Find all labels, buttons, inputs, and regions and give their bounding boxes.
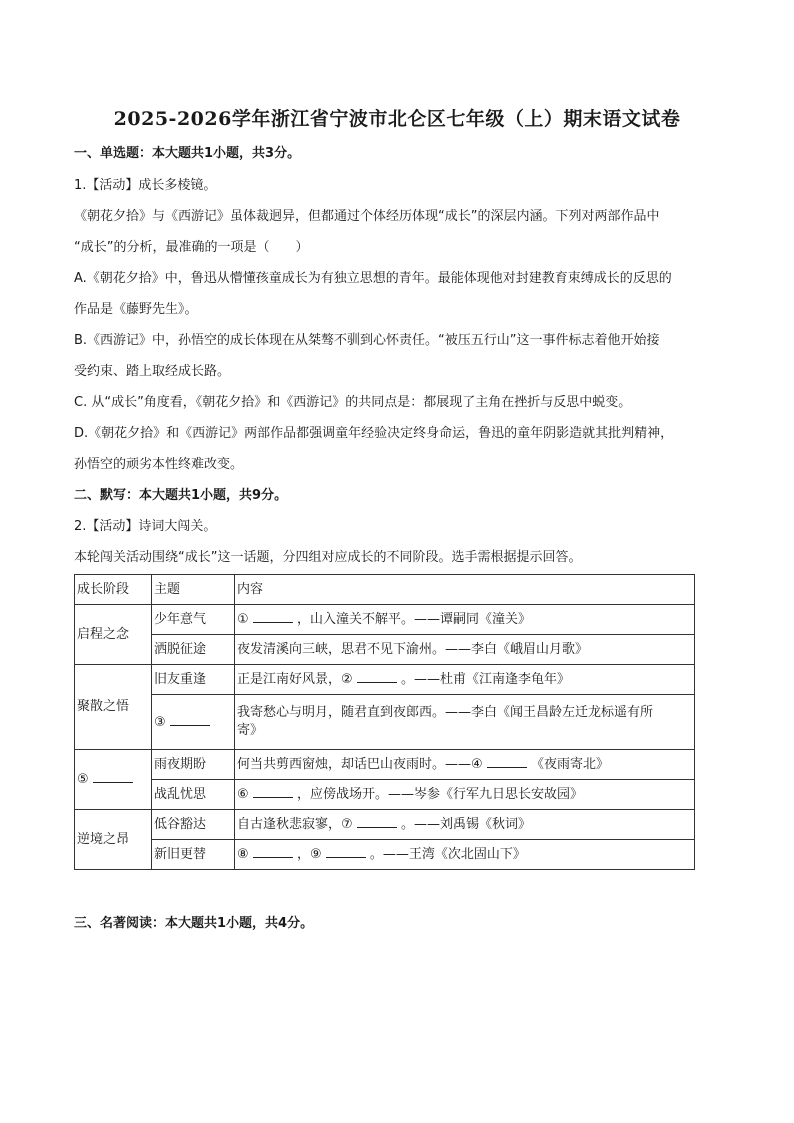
table-row — [75, 810, 695, 840]
table-row — [75, 635, 695, 665]
answer-blank — [170, 713, 210, 726]
exam-title: 2025-2026学年浙江省宁波市北仑区七年级（上）期末语文试卷 — [113, 108, 681, 130]
answer-blank — [357, 815, 397, 828]
content-cell: ① ，山入潼关不解平。——谭嗣同《潼关》 — [235, 605, 695, 635]
theme-cell: 雨夜期盼 — [152, 750, 235, 780]
section-3-heading: 三、名著阅读：本大题共1小题，共4分。 — [74, 916, 314, 931]
header-stage: 成长阶段 — [75, 575, 152, 605]
q1-option-b-line-1: B.《西游记》中，孙悟空的成长体现在从桀骜不驯到心怀责任。“被压五行山”这一事件标志着他开始接 — [74, 333, 660, 348]
stage-cell: 启程之念 — [75, 605, 152, 665]
section-1-heading: 一、单选题：本大题共1小题，共3分。 — [74, 146, 301, 161]
q1-intro-line-2: “成长”的分析，最准确的一项是（ ） — [74, 240, 309, 255]
q1-option-a-line-1: A.《朝花夕拾》中，鲁迅从懵懂孩童成长为有独立思想的青年。最能体现他对封建教育束缚成长的反思的 — [74, 271, 672, 286]
theme-cell: 少年意气 — [152, 605, 235, 635]
content-cell: ⑧ ，⑨ 。——王湾《次北固山下》 — [235, 840, 695, 870]
header-theme: 主题 — [152, 575, 235, 605]
answer-blank — [357, 670, 397, 683]
stage-cell: ⑤ — [75, 750, 152, 810]
poetry-table — [74, 574, 695, 870]
answer-blank — [253, 610, 293, 623]
theme-cell: 战乱忧思 — [152, 780, 235, 810]
table-row — [75, 750, 695, 780]
table-row — [75, 840, 695, 870]
content-cell: 夜发清溪向三峡，思君不见下渝州。——李白《峨眉山月歌》 — [235, 635, 695, 665]
q1-option-a-line-2: 作品是《藤野先生》。 — [74, 302, 198, 317]
theme-cell: ③ — [152, 695, 235, 750]
table-row — [75, 780, 695, 810]
answer-blank — [487, 755, 527, 768]
theme-cell: 洒脱征途 — [152, 635, 235, 665]
table-header-row — [75, 575, 695, 605]
stage-cell: 逆境之昂 — [75, 810, 152, 870]
q1-option-d-line-2: 孙悟空的顽劣本性终难改变。 — [74, 457, 244, 472]
table-row — [75, 695, 695, 750]
q1-option-b-line-2: 受约束、踏上取经成长路。 — [74, 364, 231, 379]
answer-blank — [326, 845, 366, 858]
answer-blank — [253, 785, 293, 798]
q1-option-c: C. 从“成长”角度看，《朝花夕拾》和《西游记》的共同点是：都展现了主角在挫折与反思中蜕变。 — [74, 395, 632, 410]
section-2-heading: 二、默写：本大题共1小题，共9分。 — [74, 488, 288, 503]
theme-cell: 低谷豁达 — [152, 810, 235, 840]
content-cell: 正是江南好风景，② 。——杜甫《江南逢李龟年》 — [235, 665, 695, 695]
content-cell: 何当共剪西窗烛，却话巴山夜雨时。——④ 《夜雨寄北》 — [235, 750, 695, 780]
answer-blank — [253, 845, 293, 858]
content-cell: ⑥ ，应傍战场开。——岑参《行军九日思长安故园》 — [235, 780, 695, 810]
theme-cell: 旧友重逢 — [152, 665, 235, 695]
answer-blank — [93, 770, 133, 783]
q1-intro-line-1: 《朝花夕拾》与《西游记》虽体裁迥异，但都通过个体经历体现“成长”的深层内涵。下列对两部作品中 — [74, 209, 660, 224]
q1-stem: 1.【活动】成长多棱镜。 — [74, 178, 217, 193]
header-content: 内容 — [235, 575, 695, 605]
table-row — [75, 665, 695, 695]
content-cell: 自古逢秋悲寂寥，⑦ 。——刘禹锡《秋词》 — [235, 810, 695, 840]
stage-cell: 聚散之悟 — [75, 665, 152, 750]
q1-option-d-line-1: D.《朝花夕拾》和《西游记》两部作品都强调童年经验决定终身命运，鲁迅的童年阴影造就其批判精神， — [74, 426, 674, 441]
content-cell: 我寄愁心与明月，随君直到夜郎西。——李白《闻王昌龄左迁龙标遥有所 寄》 — [235, 695, 695, 750]
theme-cell: 新旧更替 — [152, 840, 235, 870]
q2-stem: 2.【活动】诗词大闯关。 — [74, 519, 217, 534]
q2-intro: 本轮闯关活动围绕“成长”这一话题，分四组对应成长的不同阶段。选手需根据提示回答。 — [74, 550, 582, 565]
table-row — [75, 605, 695, 635]
